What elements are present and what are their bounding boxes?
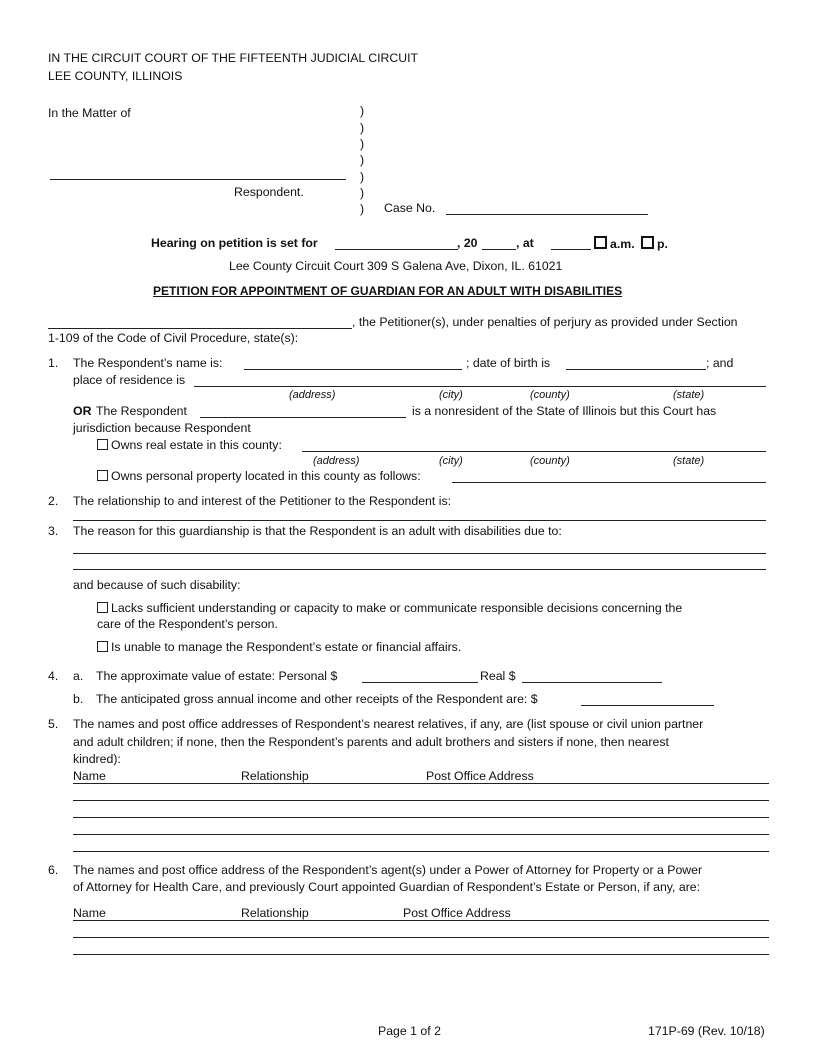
or-text-2: is a nonresident of the State of Illinois but this Court has <box>412 404 717 418</box>
hearing-label: Hearing on petition is set for <box>151 236 318 250</box>
agent-row-2[interactable] <box>73 941 769 955</box>
item-6-text-2: of Attorney for Health Care, and previously Court appointed Guardian of Respondent’s Estate or Person, if any, are: <box>73 880 701 894</box>
residence-address-caption: (address) <box>289 389 336 401</box>
real-estate-value-label: Real $ <box>480 669 516 683</box>
residence-county-caption: (county) <box>530 389 570 401</box>
respondent-name-field[interactable] <box>50 166 346 180</box>
residence-state-caption: (state) <box>673 389 705 401</box>
relatives-header-rule <box>73 783 769 784</box>
am-checkbox[interactable] <box>594 236 607 249</box>
personal-estate-label: The approximate value of estate: Personal $ <box>96 669 338 683</box>
case-no-field[interactable] <box>446 201 648 215</box>
because-label: and because of such disability: <box>73 578 241 592</box>
pm-label: p. <box>657 237 668 251</box>
agents-relationship-header: Relationship <box>241 906 309 920</box>
county-name: LEE COUNTY, ILLINOIS <box>48 69 183 83</box>
lacks-understanding-checkbox[interactable] <box>97 602 108 613</box>
item-4a-label: a. <box>73 669 84 683</box>
relative-row-2[interactable] <box>73 804 769 818</box>
caption-paren-6: ) <box>360 186 365 200</box>
and-label: ; and <box>706 356 734 370</box>
residence-city-caption: (city) <box>439 389 463 401</box>
caption-paren-4: ) <box>360 153 365 167</box>
in-matter-label: In the Matter of <box>48 106 131 120</box>
petition-title: PETITION FOR APPOINTMENT OF GUARDIAN FOR AN ADULT WITH DISABILITIES <box>153 284 623 298</box>
agents-address-header: Post Office Address <box>403 906 511 920</box>
relationship-field[interactable] <box>73 507 766 521</box>
personal-property-checkbox[interactable] <box>97 470 108 481</box>
court-name: IN THE CIRCUIT COURT OF THE FIFTEENTH JUDICIAL CIRCUIT <box>48 51 419 65</box>
agents-name-header: Name <box>73 906 106 920</box>
relatives-address-header: Post Office Address <box>426 769 534 783</box>
item-5-number: 5. <box>48 717 59 731</box>
respondent-name-label: The Respondent’s name is: <box>73 356 223 370</box>
agents-header-rule <box>73 920 769 921</box>
relatives-name-header: Name <box>73 769 106 783</box>
agent-row-1[interactable] <box>73 924 769 938</box>
estate-city-caption: (city) <box>439 455 463 467</box>
lacks-understanding-label-2: care of the Respondent’s person. <box>97 617 278 631</box>
hearing-at-label: , at <box>516 236 534 250</box>
hearing-year-prefix: , 20 <box>457 236 478 250</box>
annual-income-field[interactable] <box>581 692 714 706</box>
relative-row-3[interactable] <box>73 821 769 835</box>
item-5-text-2: and adult children; if none, then the Respondent’s parents and adult brothers and sisters if none, then nearest <box>73 735 669 749</box>
estate-address-caption: (address) <box>313 455 360 467</box>
hearing-date-field[interactable] <box>335 236 458 250</box>
form-number: 171P-69 (Rev. 10/18) <box>648 1024 765 1038</box>
item-1-number: 1. <box>48 356 59 370</box>
estate-state-caption: (state) <box>673 455 705 467</box>
caption-paren-1: ) <box>360 104 365 118</box>
or-label: OR <box>73 404 92 418</box>
intro-text-1: , the Petitioner(s), under penalties of perjury as provided under Section <box>352 315 738 329</box>
annual-income-label: The anticipated gross annual income and other receipts of the Respondent are: $ <box>96 692 538 706</box>
dob-field[interactable] <box>566 356 706 370</box>
item-6-number: 6. <box>48 863 59 877</box>
item-5-text-3: kindred): <box>73 752 121 766</box>
caption-paren-3: ) <box>360 137 365 151</box>
intro-text-2: 1-109 of the Code of Civil Procedure, state(s): <box>48 331 299 345</box>
hearing-year-field[interactable] <box>482 236 516 250</box>
disability-field-2[interactable] <box>73 556 766 570</box>
caption-paren-2: ) <box>360 121 365 135</box>
unable-manage-checkbox[interactable] <box>97 641 108 652</box>
real-estate-value-field[interactable] <box>522 669 662 683</box>
real-estate-field[interactable] <box>302 438 766 452</box>
item-6-text-1: The names and post office address of the Respondent’s agent(s) under a Power of Attorney for Property or a Power <box>73 863 703 877</box>
personal-property-label: Owns personal property located in this county as follows: <box>111 469 421 483</box>
am-label: a.m. <box>610 237 635 251</box>
respondent-label: Respondent. <box>234 185 304 199</box>
personal-property-field[interactable] <box>452 469 766 483</box>
relatives-relationship-header: Relationship <box>241 769 309 783</box>
hearing-location: Lee County Circuit Court 309 S Galena Ave, Dixon, IL. 61021 <box>229 259 563 273</box>
item-3-number: 3. <box>48 524 59 538</box>
real-estate-label: Owns real estate in this county: <box>111 438 282 452</box>
lacks-understanding-label: Lacks sufficient understanding or capacity to make or communicate responsible decisions concerning the <box>111 601 683 615</box>
residence-label: place of residence is <box>73 373 186 387</box>
case-no-label: Case No. <box>384 201 436 215</box>
caption-paren-5: ) <box>360 170 365 184</box>
estate-county-caption: (county) <box>530 455 570 467</box>
or-text-1: The Respondent <box>96 404 187 418</box>
page-number: Page 1 of 2 <box>378 1024 441 1038</box>
item-3-text: The reason for this guardianship is that the Respondent is an adult with disabilities due to: <box>73 524 562 538</box>
caption-paren-7: ) <box>360 202 365 216</box>
petitioner-name-field[interactable] <box>48 315 352 329</box>
item-4b-label: b. <box>73 692 84 706</box>
item-4-number: 4. <box>48 669 59 683</box>
personal-estate-field[interactable] <box>362 669 478 683</box>
item-5-text-1: The names and post office addresses of Respondent’s nearest relatives, if any, are (list spouse or civil union partner <box>73 717 704 731</box>
or-text-3: jurisdiction because Respondent <box>73 421 251 435</box>
nonresident-name-field[interactable] <box>200 404 406 418</box>
item-2-text: The relationship to and interest of the Petitioner to the Respondent is: <box>73 494 452 508</box>
item-2-number: 2. <box>48 494 59 508</box>
pm-checkbox[interactable] <box>641 236 654 249</box>
dob-label: ; date of birth is <box>466 356 551 370</box>
disability-field-1[interactable] <box>73 540 766 554</box>
relative-row-1[interactable] <box>73 787 769 801</box>
hearing-time-field[interactable] <box>551 236 591 250</box>
residence-field[interactable] <box>194 373 766 387</box>
real-estate-checkbox[interactable] <box>97 439 108 450</box>
unable-manage-label: Is unable to manage the Respondent’s estate or financial affairs. <box>111 640 462 654</box>
relative-row-4[interactable] <box>73 838 769 852</box>
respondent-name-input[interactable] <box>244 356 462 370</box>
